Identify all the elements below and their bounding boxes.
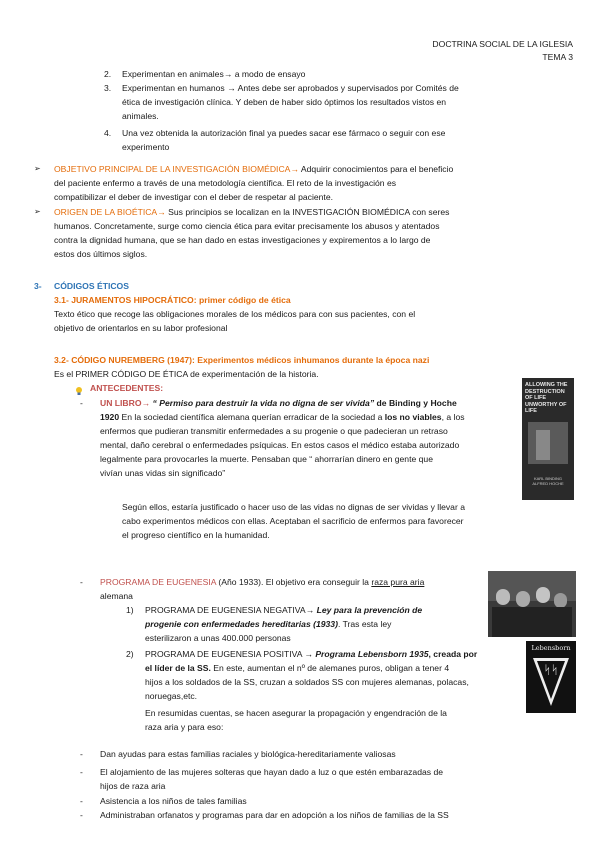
program-1-line-3: esterilizaron a unas 400.000 personas (145, 633, 291, 643)
eugenesia-label: PROGRAMA DE EUGENESIA (100, 577, 217, 587)
subsection-3-2-title: 3.2- CÓDIGO NUREMBERG (1947): Experimentos médicos inhumanos durante la época nazi (54, 355, 430, 365)
book-cover-title: ALLOWING THE DESTRUCTION OF LIFE UNWORTHY OF LIFE (525, 382, 568, 414)
lebensborn-badge-image (526, 641, 576, 713)
subsection-3-2-intro: Es el PRIMER CÓDIGO DE ÉTICA de experimentación de la historia. (54, 369, 319, 379)
libro-line-1 (100, 396, 457, 410)
program-2-label: PROGRAMA DE EUGENESIA POSITIVA → (145, 649, 316, 659)
summary-line-2: raza aria y para eso: (145, 722, 224, 732)
libro-year: 1920 (100, 412, 120, 422)
program-2-num: 2) (126, 649, 134, 659)
libro-line-4: mental, daño cerebral o enfermedades psíquicas. En estos casos el médico estaba autorizado (100, 440, 460, 450)
dash-bullet: - (80, 796, 83, 806)
arrow-bullet-icon: ➢ (34, 164, 41, 173)
program-2-line-2 (145, 661, 449, 675)
final-item-1: Dan ayudas para estas familias raciales y biológica-hereditariamente valiosas (100, 749, 396, 759)
step-3-line-3: animales. (122, 111, 159, 121)
eugenesia-text: . El objetivo era conseguir la (260, 577, 372, 587)
objective-label: OBJETIVO PRINCIPAL DE LA INVESTIGACIÓN BIOMÉDICA→ (54, 164, 299, 174)
ss-rune-symbol: ᛋᛋ (543, 663, 559, 677)
section-3-num: 3- (34, 281, 42, 291)
eugenesia-year: (Año 1933) (216, 577, 261, 587)
summary-line-1: En resumidas cuentas, se hacen asegurar la propagación y engendración de la (145, 708, 447, 718)
program-2-leader: el líder de la SS. (145, 663, 211, 673)
lebensborn-badge-text: Lebensborn (531, 644, 571, 652)
origin-line-4: estos dos últimos siglos. (54, 249, 148, 259)
program-2-rest: En este, aumentan el nº de alemanes puros, obligan a tener 4 (210, 663, 450, 673)
program-1-law-2: progenie con enfermedades hereditarias (1933) (145, 619, 338, 629)
origin-text: Sus principios se localizan en la INVESTIGACIÓN BIOMÉDICA con seres (165, 207, 450, 217)
libro-title: “ Permiso para destruir la vida no digna de ser vivida” (150, 398, 375, 408)
step-4-num: 4. (104, 128, 112, 138)
section-3-title: CÓDIGOS ÉTICOS (54, 281, 129, 291)
lightbulb-icon (74, 383, 84, 393)
eugenesia-raza: raza pura aria (371, 577, 425, 587)
book-cover-image (522, 378, 574, 500)
subsection-3-1-title: 3.1- JURAMENTOS HIPOCRÁTICO: primer código de ética (54, 295, 291, 305)
origin-line-3: contra la dignidad humana, que se han dado en estas investigaciones y expirementos a lo largo de (54, 235, 431, 245)
libro-line-3: enfermos que pudieran transmitir enfermedades a su progenie o que padecieran un retraso (100, 426, 448, 436)
program-2-line-1 (145, 647, 477, 661)
libro-line-5: legalmente para provocarles la muerte. Pensaban que “ ahorrarían dinero en gente que (100, 454, 433, 464)
origin-label: ORIGEN DE LA BIOÉTICA→ (54, 207, 166, 217)
origin-line-2: humanos. Concretamente, surge como ciencia ética para evitar precisamente los abusos y atentados (54, 221, 440, 231)
libro-para-line-1: Según ellos, estaría justificado o hacer uso de las vidas no dignas de ser vividas y llevar a (122, 502, 465, 512)
program-2-line-4: noruegas,etc. (145, 691, 198, 701)
objective-line-3: compatibilizar el deber de investigar con el deber de respetar al paciente. (54, 192, 333, 202)
header-topic: TEMA 3 (542, 51, 573, 62)
libro-para-line-2: cabo experimentos médicos con ellas. Aceptaban el sacrificio de enfermos para favorecer (122, 516, 464, 526)
header-subject: DOCTRINA SOCIAL DE LA IGLESIA (432, 39, 573, 49)
program-1-rest: . Tras esta ley (337, 619, 392, 629)
step-3-line-2: ética de investigación clínica. Y deben de haber sido óptimos los resultados vistos en (122, 97, 447, 107)
step-3-line-1: Experimentan en humanos → Antes debe ser aprobados y supervisados por Comités de (122, 83, 459, 93)
origin-line-1 (54, 205, 449, 219)
program-2-name: Programa Lebensborn 1935 (315, 649, 429, 659)
step-2-num: 2. (104, 69, 112, 79)
subsection-3-1-line-1: Texto ético que recoge las obligaciones morales de los médicos para con sus pacientes, con el (54, 309, 416, 319)
objective-text: Adquirir conocimientos para el beneficio (298, 164, 454, 174)
program-1-law: Ley para la prevención de (316, 605, 423, 615)
libro-line-6: vivían unas vidas sin significado” (100, 468, 226, 478)
program-2-creada: , creada por (428, 649, 478, 659)
program-2-line-3: hijos a los soldados de la SS, cruzan a soldados SS con mujeres alemanas, polacas, (145, 677, 469, 687)
dash-bullet: - (80, 767, 83, 777)
step-4-line-1: Una vez obtenida la autorización final ya puedes sacar ese fármaco o seguir con ese (122, 128, 446, 138)
libro-line-2 (100, 410, 465, 424)
dash-bullet: - (80, 398, 83, 408)
objective-line-1 (54, 162, 453, 176)
program-1-line-1 (145, 603, 422, 617)
antecedentes-label: ANTECEDENTES: (90, 383, 164, 393)
step-3-num: 3. (104, 83, 112, 93)
libro-label: UN LIBRO→ (100, 398, 151, 408)
dash-bullet: - (80, 810, 83, 820)
program-1-num: 1) (126, 605, 134, 615)
dash-bullet: - (80, 749, 83, 759)
step-4-line-2: experimento (122, 142, 170, 152)
final-item-4: Administraban orfanatos y programas para dar en adopción a los niños de familias de la SS (100, 810, 449, 820)
book-cover-authors: KARL BINDING ALFRED HOCHE (532, 476, 564, 486)
libro-line-2-end: , a los (441, 412, 465, 422)
objective-line-2: del paciente enfermo a través de una metodología científica. El reto de la investigación es (54, 178, 397, 188)
libro-no-viables: los no viables (384, 412, 442, 422)
final-item-2-cont: hijos de raza aria (100, 781, 166, 791)
final-item-2: El alojamiento de las mujeres solteras que hayan dado a luz o que estén embarazadas de (100, 767, 444, 777)
final-item-3: Asistencia a los niños de tales familias (100, 796, 247, 806)
children-photo (488, 571, 576, 637)
libro-para-line-3: el progreso científico en la humanidad. (122, 530, 270, 540)
step-2-text: Experimentan en animales→ a modo de ensayo (122, 69, 306, 79)
subsection-3-1-line-2: objetivo de orientarlos en su labor profesional (54, 323, 228, 333)
page-header (432, 38, 573, 63)
eugenesia-line-2: alemana (100, 591, 133, 601)
eugenesia-line-1 (100, 575, 424, 589)
dash-bullet: - (80, 577, 83, 587)
libro-line-2-text: En la sociedad científica alemana querían erradicar de la sociedad a (119, 412, 385, 422)
libro-authors: de Binding y Hoche (374, 398, 457, 408)
program-1-label: PROGRAMA DE EUGENESIA NEGATIVA→ (145, 605, 317, 615)
arrow-bullet-icon: ➢ (34, 207, 41, 216)
program-1-line-2 (145, 617, 391, 631)
